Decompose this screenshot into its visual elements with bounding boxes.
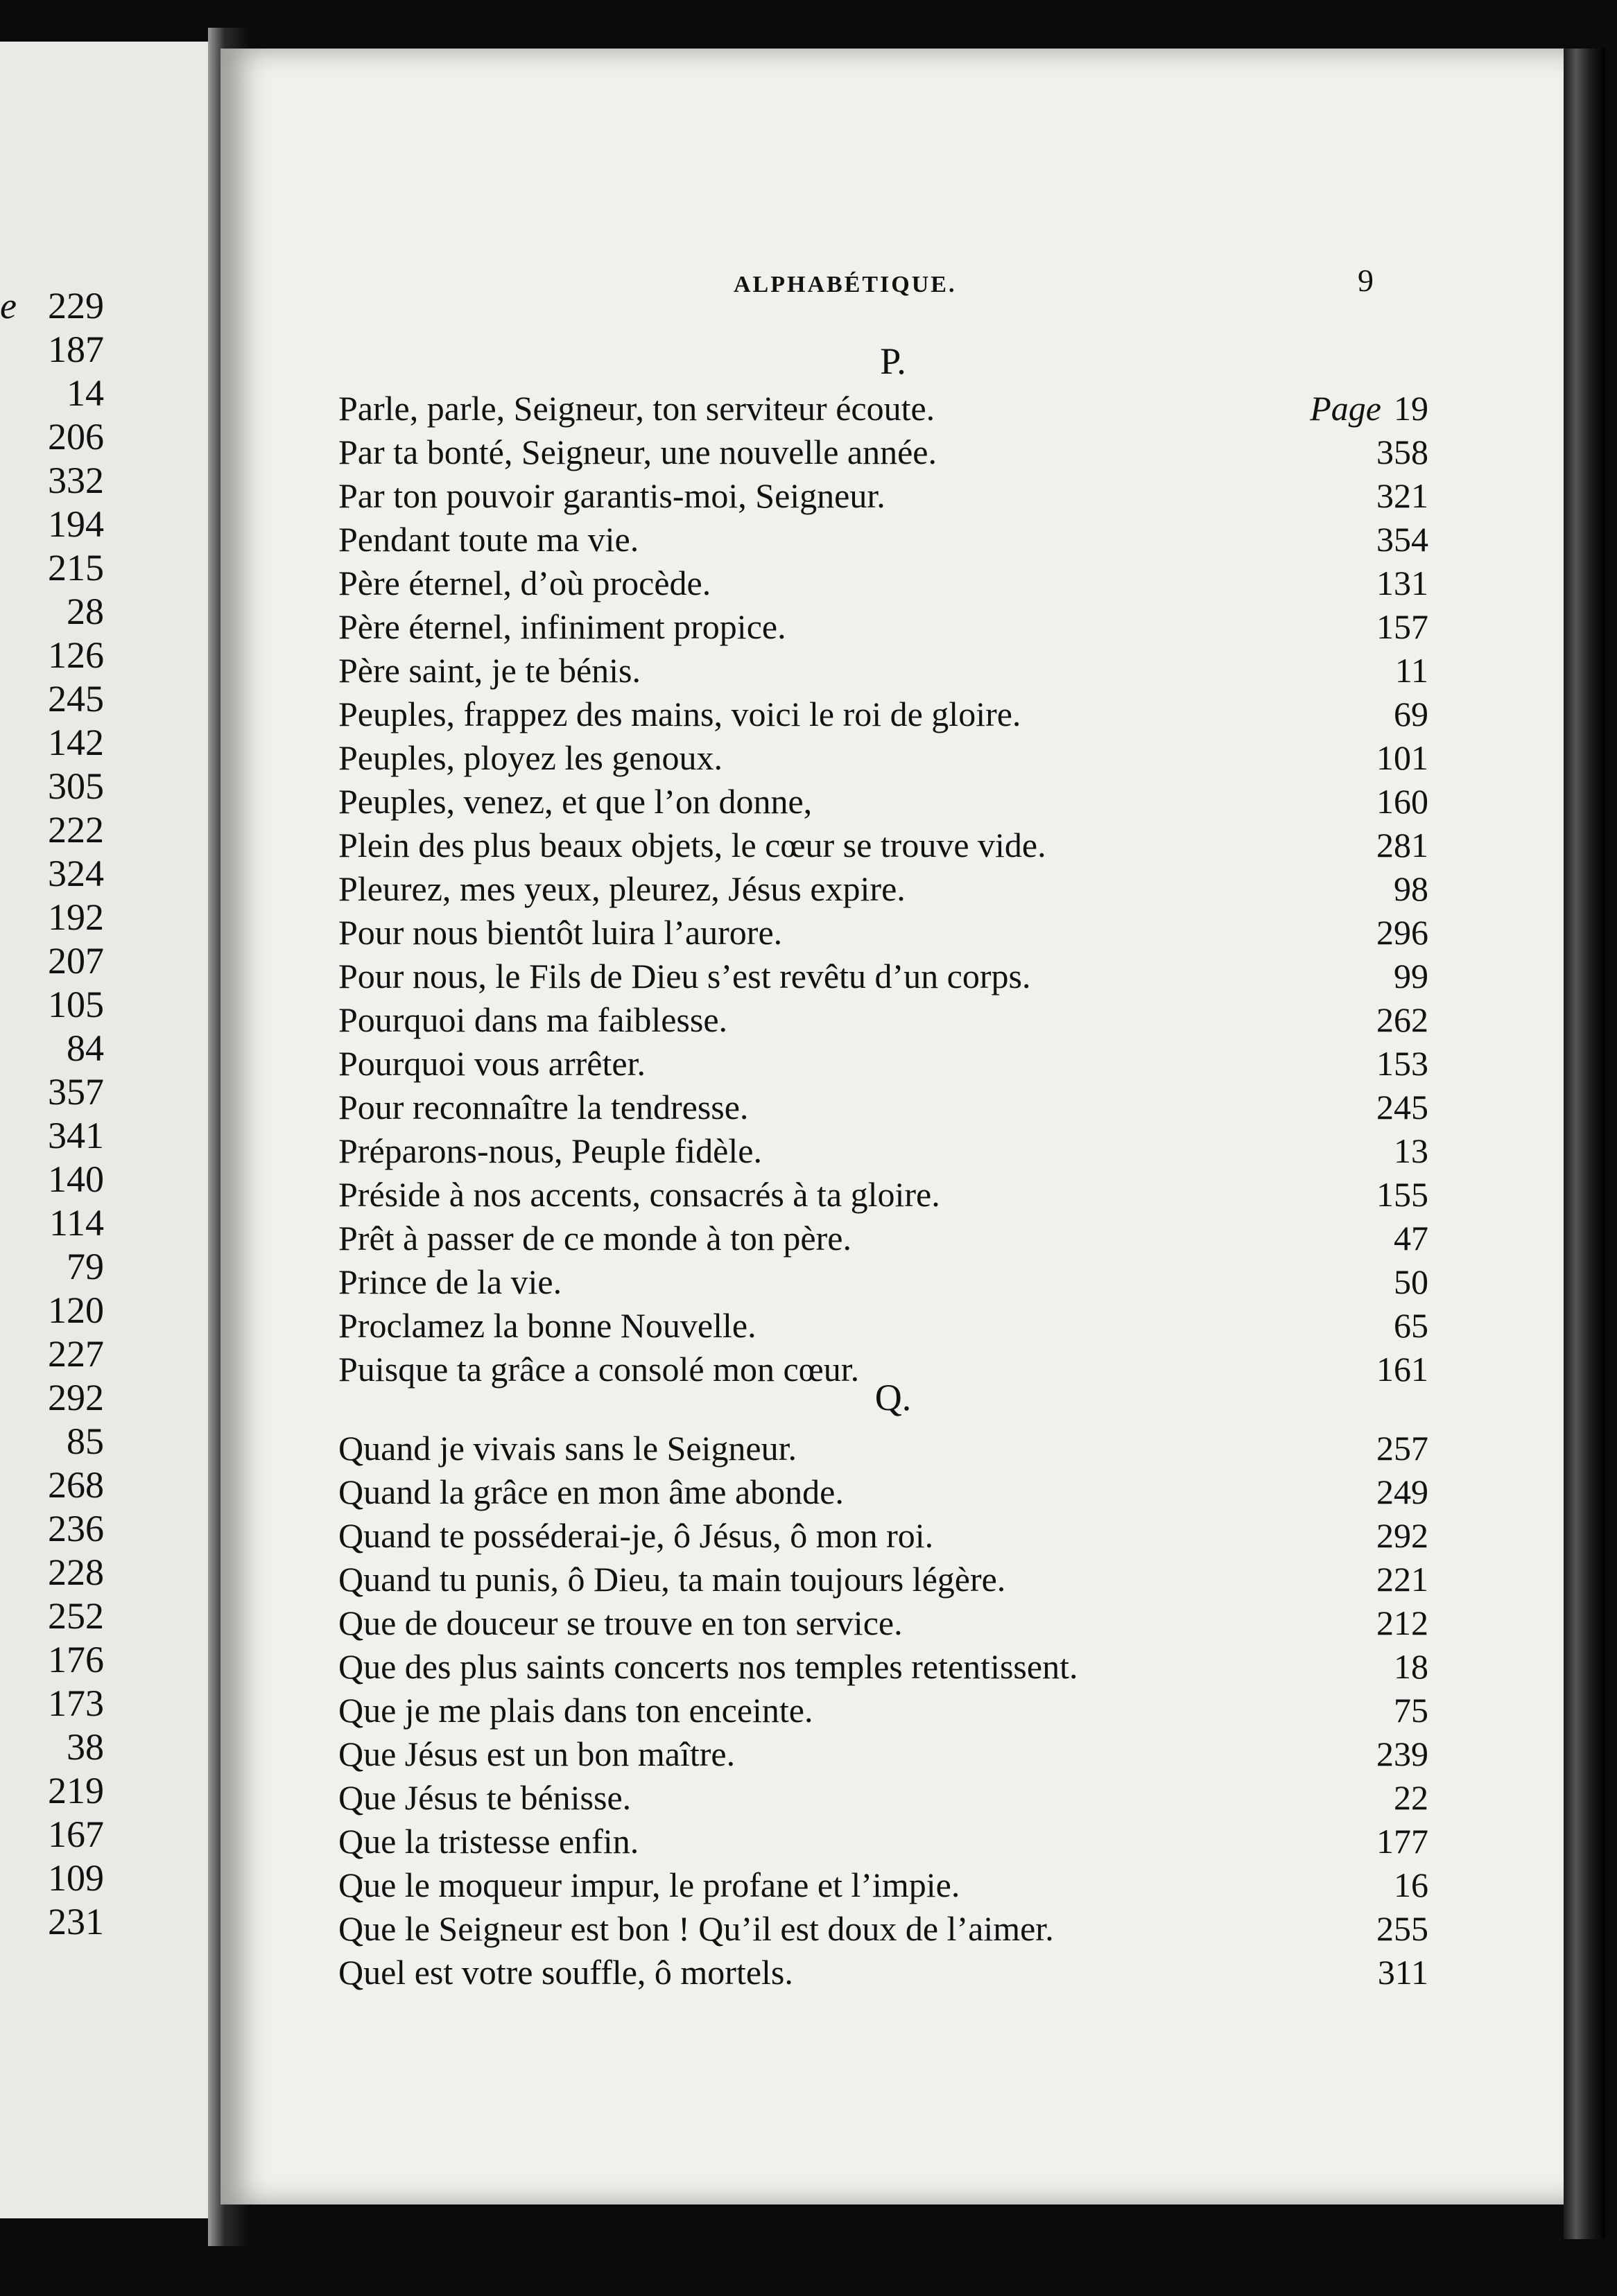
entry-page-number: 161: [1376, 1350, 1428, 1389]
entry-page-ref: [1376, 1907, 1428, 1951]
entry-title: Père éternel, d’où procède.: [338, 564, 711, 602]
page-label: Page: [1310, 389, 1381, 428]
entry-title: Prêt à passer de ce monde à ton père.: [338, 1219, 851, 1258]
entry-title: Puisque ta grâce a consolé mon cœur.: [338, 1350, 860, 1389]
index-entry: [338, 1129, 1428, 1173]
entry-page-ref: [1376, 474, 1428, 518]
index-entry: [338, 1776, 1428, 1820]
entry-title: Pour reconnaître la tendresse.: [338, 1088, 749, 1127]
entry-page-number: 281: [1376, 826, 1428, 864]
page-edge: [1564, 49, 1605, 2239]
entry-title: Que Jésus est un bon maître.: [338, 1734, 736, 1773]
entry-page-number: 296: [1376, 913, 1428, 952]
entry-page-number: 255: [1376, 1909, 1428, 1948]
index-entry: [338, 1907, 1428, 1951]
left-page-number: 126: [48, 634, 104, 676]
index-entry: [338, 1863, 1428, 1907]
entry-page-number: 212: [1376, 1603, 1428, 1642]
entry-page-number: 75: [1394, 1691, 1428, 1730]
entry-page-ref: [1376, 562, 1428, 605]
entry-page-ref: [1376, 518, 1428, 562]
left-page-number: 38: [67, 1726, 104, 1768]
index-section-q: [338, 1427, 1428, 1994]
entry-page-number: 155: [1376, 1175, 1428, 1214]
left-page-number: 79: [67, 1246, 104, 1287]
entry-page-ref: [1394, 1645, 1428, 1689]
index-entry: [338, 824, 1428, 867]
left-page-number: 85: [67, 1420, 104, 1462]
entry-page-number: 99: [1394, 957, 1428, 995]
index-entry: [338, 474, 1428, 518]
entry-title: Par ton pouvoir garantis-moi, Seigneur.: [338, 476, 885, 515]
index-entry: [338, 1558, 1428, 1601]
entry-page-number: 153: [1376, 1044, 1428, 1083]
entry-page-ref: [1376, 1427, 1428, 1470]
entry-page-number: 101: [1376, 738, 1428, 777]
entry-title: Que le Seigneur est bon ! Qu’il est doux de l’aimer.: [338, 1909, 1054, 1948]
entry-title: Pourquoi vous arrêter.: [338, 1044, 646, 1083]
entry-page-ref: [1376, 1173, 1428, 1217]
entry-page-ref: [1376, 998, 1428, 1042]
entry-title: Que le moqueur impur, le profane et l’impie.: [338, 1866, 960, 1904]
left-page-number: 324: [48, 853, 104, 894]
entry-title: Pendant toute ma vie.: [338, 520, 639, 559]
left-page-number: 176: [48, 1639, 104, 1680]
left-page-number: 305: [48, 765, 104, 807]
entry-title: Par ta bonté, Seigneur, une nouvelle année.: [338, 433, 937, 471]
entry-title: Préparons-nous, Peuple fidèle.: [338, 1131, 762, 1170]
index-entry: [338, 693, 1428, 736]
index-entry: [338, 430, 1428, 474]
left-page-number: 194: [48, 503, 104, 545]
index-entry: [338, 1645, 1428, 1689]
entry-page-ref: [1376, 736, 1428, 780]
entry-page-number: 321: [1376, 476, 1428, 515]
left-page-number: 167: [48, 1814, 104, 1855]
entry-page-number: 11: [1394, 651, 1428, 690]
left-page-number: 173: [48, 1682, 104, 1724]
entry-page-number: 69: [1394, 695, 1428, 733]
entry-page-number: 358: [1376, 433, 1428, 471]
entry-title: Parle, parle, Seigneur, ton serviteur écoute.: [338, 389, 935, 428]
index-entry: [338, 1732, 1428, 1776]
left-page-numbers: [0, 284, 104, 1944]
entry-page-number: 257: [1376, 1429, 1428, 1468]
entry-page-number: 262: [1376, 1000, 1428, 1039]
entry-page-ref: [1376, 911, 1428, 955]
left-page-number: 84: [67, 1027, 104, 1069]
index-entry: [338, 1820, 1428, 1863]
entry-title: Pour nous, le Fils de Dieu s’est revêtu d’un corps.: [338, 957, 1031, 995]
entry-title: Quel est votre souffle, ô mortels.: [338, 1953, 793, 1992]
entry-page-ref: [1394, 1217, 1428, 1260]
left-page-number: 219: [48, 1770, 104, 1811]
entry-page-ref: [1376, 1042, 1428, 1086]
index-entry: [338, 1427, 1428, 1470]
entry-page-ref: [1376, 1348, 1428, 1391]
left-page-number: 105: [48, 984, 104, 1025]
index-entry: [338, 562, 1428, 605]
entry-page-ref: [1376, 430, 1428, 474]
left-page-number: 357: [48, 1071, 104, 1113]
left-page-number: 245: [48, 678, 104, 720]
entry-page-ref: [1376, 1820, 1428, 1863]
entry-page-number: 98: [1394, 869, 1428, 908]
entry-page-ref: [1376, 1558, 1428, 1601]
index-entry: [338, 1304, 1428, 1348]
left-page-number: 28: [67, 591, 104, 632]
entry-page-ref: [1376, 1732, 1428, 1776]
entry-page-ref: [1394, 1776, 1428, 1820]
entry-page-number: 311: [1377, 1953, 1428, 1992]
entry-page-ref: [1376, 824, 1428, 867]
entry-page-number: 249: [1376, 1472, 1428, 1511]
index-entry: [338, 649, 1428, 693]
index-entry: [338, 867, 1428, 911]
entry-page-number: 47: [1394, 1219, 1428, 1258]
entry-title: Quand je vivais sans le Seigneur.: [338, 1429, 797, 1468]
index-entry: [338, 1217, 1428, 1260]
entry-page-number: 160: [1376, 782, 1428, 821]
index-section-p: [338, 387, 1428, 1391]
entry-page-number: 239: [1376, 1734, 1428, 1773]
entry-title: Que Jésus te bénisse.: [338, 1778, 632, 1817]
index-entry: [338, 1042, 1428, 1086]
left-page-number: 229: [48, 285, 104, 327]
entry-title: Préside à nos accents, consacrés à ta gloire.: [338, 1175, 940, 1214]
entry-title: Père saint, je te bénis.: [338, 651, 641, 690]
entry-page-ref: [1394, 1129, 1428, 1173]
entry-page-ref: [1394, 1863, 1428, 1907]
entry-title: Quand te posséderai-je, ô Jésus, ô mon roi.: [338, 1516, 934, 1555]
entry-page-ref: [1376, 780, 1428, 824]
entry-page-ref: [1395, 649, 1428, 693]
left-page-number: 227: [48, 1333, 104, 1375]
left-page-number: 332: [48, 460, 104, 501]
entry-page-number: 221: [1376, 1560, 1428, 1599]
index-entry: [338, 605, 1428, 649]
left-page-number: 222: [48, 809, 104, 851]
index-entry: [338, 911, 1428, 955]
index-entry: [338, 1689, 1428, 1732]
entry-page-ref: [1394, 1260, 1428, 1304]
entry-title: Peuples, frappez des mains, voici le roi de gloire.: [338, 695, 1021, 733]
left-page-number: 252: [48, 1595, 104, 1637]
entry-title: Que de douceur se trouve en ton service.: [338, 1603, 903, 1642]
entry-title: Que la tristesse enfin.: [338, 1822, 639, 1861]
page-number: 9: [1358, 263, 1374, 298]
left-page-number: 192: [48, 896, 104, 938]
left-page-number: 215: [48, 547, 104, 589]
entry-page-ref: [1394, 955, 1428, 998]
left-page-number: 206: [48, 416, 104, 458]
entry-title: Peuples, ployez les genoux.: [338, 738, 723, 777]
left-page-number: 341: [48, 1115, 104, 1156]
entry-title: Quand la grâce en mon âme abonde.: [338, 1472, 844, 1511]
entry-page-number: 18: [1394, 1647, 1428, 1686]
left-page-number: 109: [48, 1857, 104, 1899]
entry-title: Pourquoi dans ma faiblesse.: [338, 1000, 728, 1039]
entry-page-ref: [1394, 1689, 1428, 1732]
entry-page-number: 13: [1394, 1131, 1428, 1170]
entry-title: Pleurez, mes yeux, pleurez, Jésus expire.: [338, 869, 906, 908]
left-page-number: 292: [48, 1377, 104, 1418]
section-letter-p: P.: [880, 340, 906, 382]
index-entry: [338, 1086, 1428, 1129]
entry-page-ref: [1376, 1601, 1428, 1645]
left-page-number: 231: [48, 1901, 104, 1942]
entry-page-number: 354: [1376, 520, 1428, 559]
entry-page-number: 131: [1376, 564, 1428, 602]
entry-page-number: 50: [1394, 1262, 1428, 1301]
entry-page-number: 16: [1394, 1866, 1428, 1904]
entry-page-number: 292: [1376, 1516, 1428, 1555]
left-page-number: 142: [48, 722, 104, 763]
entry-page-number: 157: [1376, 607, 1428, 646]
left-page-number: 228: [48, 1551, 104, 1593]
entry-page-number: 177: [1376, 1822, 1428, 1861]
entry-page-number: 22: [1394, 1778, 1428, 1817]
entry-title: Plein des plus beaux objets, le cœur se trouve vide.: [338, 826, 1046, 864]
index-entry: [338, 955, 1428, 998]
index-entry: [338, 998, 1428, 1042]
entry-title: Père éternel, infiniment propice.: [338, 607, 786, 646]
left-page-number: 120: [48, 1289, 104, 1331]
index-entry: [338, 780, 1428, 824]
index-entry: [338, 518, 1428, 562]
index-entry: [338, 1514, 1428, 1558]
index-entry: [338, 387, 1428, 430]
entry-page-ref: [1376, 1086, 1428, 1129]
index-entry: [338, 1173, 1428, 1217]
left-page-fragment: e: [0, 285, 17, 327]
index-entry: [338, 1601, 1428, 1645]
left-page-number: 207: [48, 940, 104, 982]
index-entry: [338, 736, 1428, 780]
entry-page-ref: [1394, 693, 1428, 736]
left-page-number: 236: [48, 1508, 104, 1549]
entry-page-number: 65: [1394, 1306, 1428, 1345]
running-head: ALPHABÉTIQUE.: [734, 272, 957, 297]
entry-page-number: 245: [1376, 1088, 1428, 1127]
entry-title: Peuples, venez, et que l’on donne,: [338, 782, 813, 821]
index-entry: [338, 1470, 1428, 1514]
left-page-number: 140: [48, 1158, 104, 1200]
left-page-number: 268: [48, 1464, 104, 1506]
entry-title: Que des plus saints concerts nos temples retentissent.: [338, 1647, 1078, 1686]
entry-title: Pour nous bientôt luira l’aurore.: [338, 913, 783, 952]
entry-page-ref: [1378, 1951, 1428, 1994]
entry-page-number: 19: [1394, 389, 1428, 428]
left-page-number: 187: [48, 329, 104, 370]
left-page-number: 114: [49, 1202, 104, 1244]
entry-title: Prince de la vie.: [338, 1262, 562, 1301]
entry-page-ref: [1376, 605, 1428, 649]
left-page-number: 14: [67, 372, 104, 414]
entry-page-ref: [1376, 1470, 1428, 1514]
entry-page-ref: [1310, 387, 1428, 430]
entry-page-ref: [1394, 867, 1428, 911]
index-entry: [338, 1260, 1428, 1304]
entry-page-ref: [1394, 1304, 1428, 1348]
index-entry: [338, 1951, 1428, 1994]
entry-title: Proclamez la bonne Nouvelle.: [338, 1306, 756, 1345]
entry-title: Quand tu punis, ô Dieu, ta main toujours légère.: [338, 1560, 1006, 1599]
entry-page-ref: [1376, 1514, 1428, 1558]
entry-title: Que je me plais dans ton enceinte.: [338, 1691, 813, 1730]
section-letter-q: Q.: [874, 1377, 912, 1418]
